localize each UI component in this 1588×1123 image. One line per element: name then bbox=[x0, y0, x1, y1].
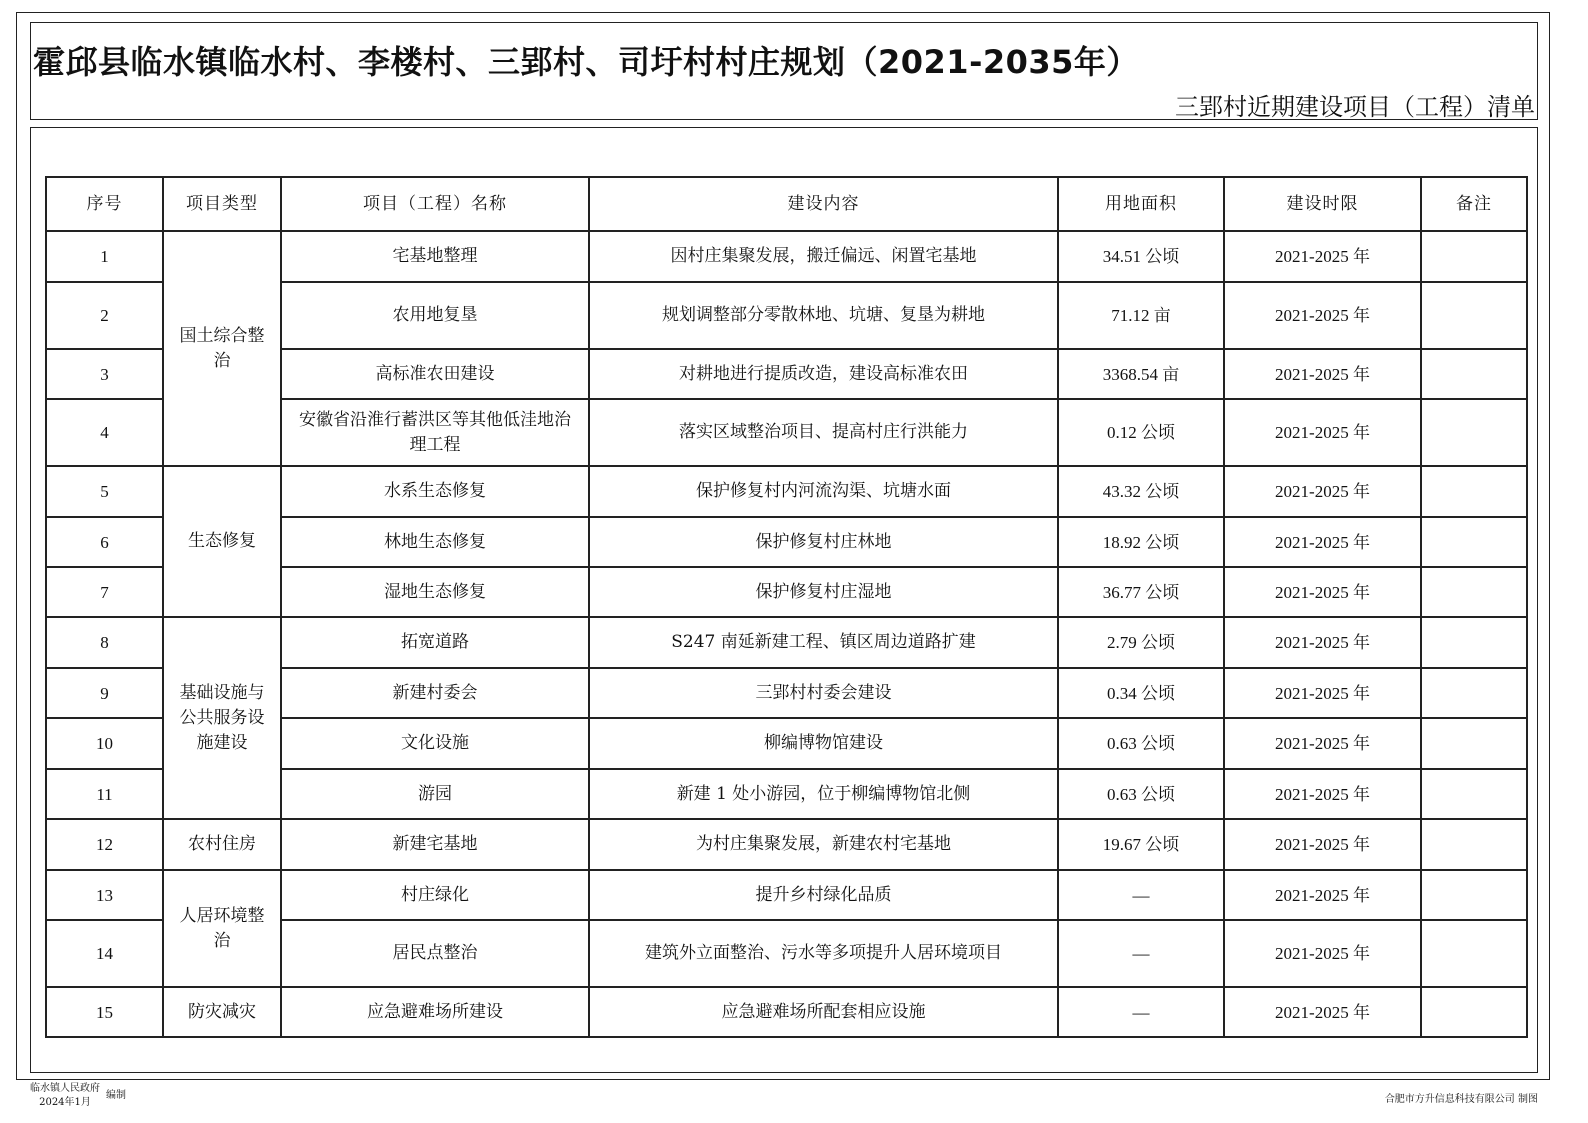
project-type: 防灾减灾 bbox=[163, 987, 281, 1037]
row-number: 6 bbox=[46, 517, 163, 567]
row-number: 9 bbox=[46, 668, 163, 718]
footer-made-label: 编制 bbox=[106, 1090, 126, 1101]
project-note bbox=[1421, 231, 1527, 282]
project-note bbox=[1421, 399, 1527, 466]
row-number: 7 bbox=[46, 567, 163, 617]
row-number: 5 bbox=[46, 466, 163, 517]
project-content: 因村庄集聚发展，搬迁偏远、闲置宅基地 bbox=[589, 231, 1058, 282]
project-note bbox=[1421, 987, 1527, 1037]
column-header: 建设时限 bbox=[1224, 177, 1421, 231]
row-number: 2 bbox=[46, 282, 163, 349]
project-area: — bbox=[1058, 870, 1224, 920]
project-name: 高标准农田建设 bbox=[281, 349, 589, 399]
column-header: 用地面积 bbox=[1058, 177, 1224, 231]
project-type: 农村住房 bbox=[163, 819, 281, 870]
project-period: 2021-2025 年 bbox=[1224, 987, 1421, 1037]
project-period: 2021-2025 年 bbox=[1224, 819, 1421, 870]
project-content: 柳编博物馆建设 bbox=[589, 718, 1058, 769]
project-period: 2021-2025 年 bbox=[1224, 617, 1421, 668]
project-name: 农用地复垦 bbox=[281, 282, 589, 349]
row-number: 15 bbox=[46, 987, 163, 1037]
column-header: 项目（工程）名称 bbox=[281, 177, 589, 231]
project-area: 18.92 公顷 bbox=[1058, 517, 1224, 567]
project-period: 2021-2025 年 bbox=[1224, 718, 1421, 769]
row-number: 12 bbox=[46, 819, 163, 870]
project-area: 43.32 公顷 bbox=[1058, 466, 1224, 517]
project-type: 国土综合整治 bbox=[163, 231, 281, 466]
row-number: 13 bbox=[46, 870, 163, 920]
project-content: 对耕地进行提质改造，建设高标准农田 bbox=[589, 349, 1058, 399]
project-area: 0.63 公顷 bbox=[1058, 769, 1224, 819]
project-name: 林地生态修复 bbox=[281, 517, 589, 567]
row-number: 14 bbox=[46, 920, 163, 987]
project-name: 居民点整治 bbox=[281, 920, 589, 987]
project-name: 应急避难场所建设 bbox=[281, 987, 589, 1037]
project-area: 2.79 公顷 bbox=[1058, 617, 1224, 668]
table-row bbox=[46, 819, 1527, 870]
project-note bbox=[1421, 920, 1527, 987]
project-period: 2021-2025 年 bbox=[1224, 870, 1421, 920]
project-note bbox=[1421, 718, 1527, 769]
project-area: 3368.54 亩 bbox=[1058, 349, 1224, 399]
project-table bbox=[45, 176, 1528, 1038]
project-type: 基础设施与公共服务设施建设 bbox=[163, 617, 281, 819]
table-header-row bbox=[46, 177, 1527, 231]
project-type: 人居环境整治 bbox=[163, 870, 281, 987]
footer-org: 临水镇人民政府 bbox=[30, 1083, 100, 1094]
project-name: 新建村委会 bbox=[281, 668, 589, 718]
project-period: 2021-2025 年 bbox=[1224, 231, 1421, 282]
project-period: 2021-2025 年 bbox=[1224, 567, 1421, 617]
project-area: 0.34 公顷 bbox=[1058, 668, 1224, 718]
project-note bbox=[1421, 819, 1527, 870]
project-note bbox=[1421, 517, 1527, 567]
row-number: 11 bbox=[46, 769, 163, 819]
project-area: 34.51 公顷 bbox=[1058, 231, 1224, 282]
project-note bbox=[1421, 349, 1527, 399]
project-name: 新建宅基地 bbox=[281, 819, 589, 870]
project-period: 2021-2025 年 bbox=[1224, 517, 1421, 567]
column-header: 备注 bbox=[1421, 177, 1527, 231]
project-content: 应急避难场所配套相应设施 bbox=[589, 987, 1058, 1037]
project-period: 2021-2025 年 bbox=[1224, 920, 1421, 987]
footer-drawer: 合肥市方升信息科技有限公司 制图 bbox=[1384, 1094, 1538, 1105]
column-header: 建设内容 bbox=[589, 177, 1058, 231]
project-name: 村庄绿化 bbox=[281, 870, 589, 920]
project-content: 建筑外立面整治、污水等多项提升人居环境项目 bbox=[589, 920, 1058, 987]
project-period: 2021-2025 年 bbox=[1224, 399, 1421, 466]
project-period: 2021-2025 年 bbox=[1224, 668, 1421, 718]
project-area: — bbox=[1058, 920, 1224, 987]
project-note bbox=[1421, 870, 1527, 920]
title-block bbox=[30, 22, 1538, 120]
row-number: 3 bbox=[46, 349, 163, 399]
project-content: 保护修复村庄湿地 bbox=[589, 567, 1058, 617]
project-area: 36.77 公顷 bbox=[1058, 567, 1224, 617]
project-content: 提升乡村绿化品质 bbox=[589, 870, 1058, 920]
project-note bbox=[1421, 466, 1527, 517]
table-row bbox=[46, 870, 1527, 920]
table-row bbox=[46, 231, 1527, 282]
project-period: 2021-2025 年 bbox=[1224, 466, 1421, 517]
project-name: 宅基地整理 bbox=[281, 231, 589, 282]
project-content: 落实区域整治项目、提高村庄行洪能力 bbox=[589, 399, 1058, 466]
column-header: 项目类型 bbox=[163, 177, 281, 231]
project-area: 19.67 公顷 bbox=[1058, 819, 1224, 870]
project-note bbox=[1421, 769, 1527, 819]
page-title: 霍邱县临水镇临水村、李楼村、三郢村、司圩村村庄规划（2021-2035年） bbox=[33, 43, 1139, 81]
column-header: 序号 bbox=[46, 177, 163, 231]
project-content: 保护修复村内河流沟渠、坑塘水面 bbox=[589, 466, 1058, 517]
table-row bbox=[46, 466, 1527, 517]
project-name: 文化设施 bbox=[281, 718, 589, 769]
project-content: 规划调整部分零散林地、坑塘、复垦为耕地 bbox=[589, 282, 1058, 349]
project-content: 新建 1 处小游园，位于柳编博物馆北侧 bbox=[589, 769, 1058, 819]
project-area: — bbox=[1058, 987, 1224, 1037]
row-number: 4 bbox=[46, 399, 163, 466]
project-name: 湿地生态修复 bbox=[281, 567, 589, 617]
project-note bbox=[1421, 567, 1527, 617]
table-row bbox=[46, 617, 1527, 668]
project-type: 生态修复 bbox=[163, 466, 281, 617]
page-subtitle: 三郢村近期建设项目（工程）清单 bbox=[1175, 93, 1535, 121]
row-number: 8 bbox=[46, 617, 163, 668]
project-area: 0.63 公顷 bbox=[1058, 718, 1224, 769]
project-content: S247 南延新建工程、镇区周边道路扩建 bbox=[589, 617, 1058, 668]
project-note bbox=[1421, 668, 1527, 718]
project-area: 0.12 公顷 bbox=[1058, 399, 1224, 466]
footer-date: 2024年1月 bbox=[39, 1097, 91, 1108]
project-name: 水系生态修复 bbox=[281, 466, 589, 517]
project-period: 2021-2025 年 bbox=[1224, 282, 1421, 349]
project-name: 安徽省沿淮行蓄洪区等其他低洼地治理工程 bbox=[281, 399, 589, 466]
project-note bbox=[1421, 282, 1527, 349]
project-content: 三郢村村委会建设 bbox=[589, 668, 1058, 718]
row-number: 1 bbox=[46, 231, 163, 282]
project-period: 2021-2025 年 bbox=[1224, 349, 1421, 399]
project-content: 保护修复村庄林地 bbox=[589, 517, 1058, 567]
project-period: 2021-2025 年 bbox=[1224, 769, 1421, 819]
project-content: 为村庄集聚发展，新建农村宅基地 bbox=[589, 819, 1058, 870]
row-number: 10 bbox=[46, 718, 163, 769]
project-area: 71.12 亩 bbox=[1058, 282, 1224, 349]
table-row bbox=[46, 987, 1527, 1037]
project-name: 拓宽道路 bbox=[281, 617, 589, 668]
project-name: 游园 bbox=[281, 769, 589, 819]
project-note bbox=[1421, 617, 1527, 668]
footer-compiler bbox=[30, 1082, 126, 1110]
